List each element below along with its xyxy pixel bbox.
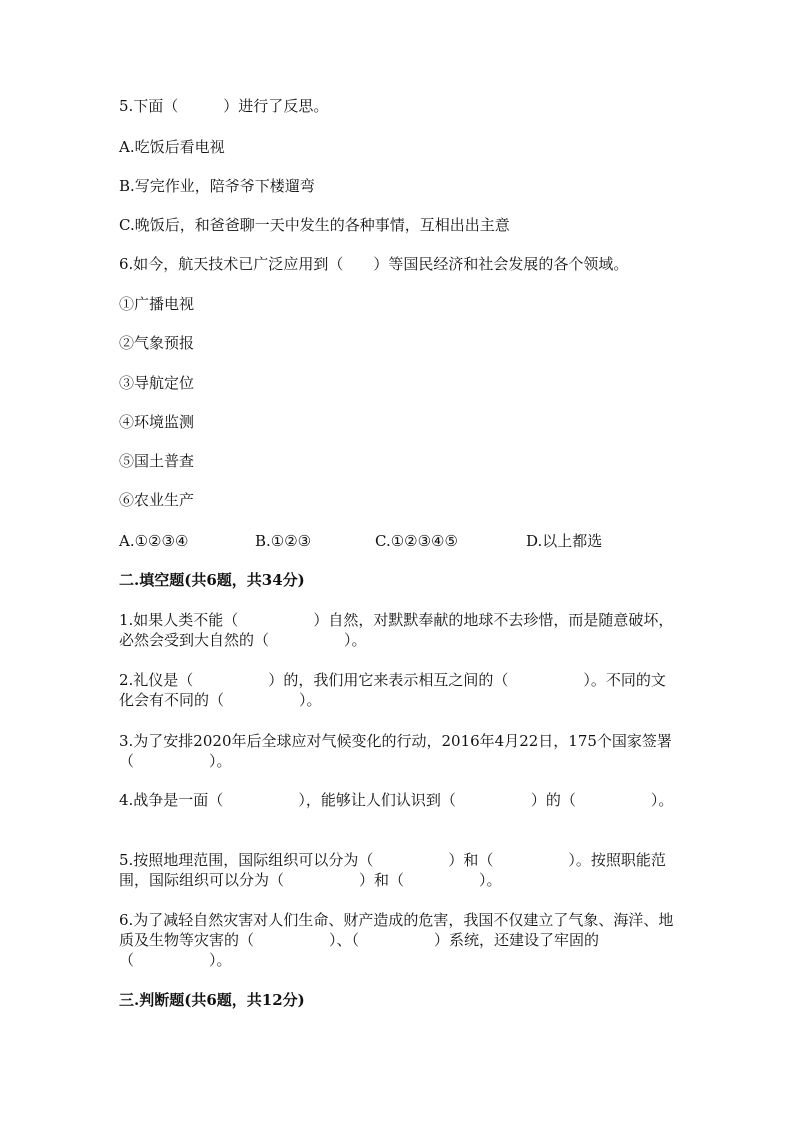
fill-question-4: 4.战争是一面（ ），能够让人们认识到（ ）的（ ）。 [119, 791, 674, 809]
fill-question-3: 3.为了安排2020年后全球应对气候变化的行动，2016年4月22日，175个国家签署（ ）。 [119, 732, 672, 770]
q6-stem: 6.如今，航天技术已广泛应用到（ ）等国民经济和社会发展的各个领域。 [119, 255, 629, 273]
q5-option-c: C.晚饭后，和爸爸聊一天中发生的各种事情，互相出出主意 [119, 216, 510, 234]
fill-question-5: 5.按照地理范围，国际组织可以分为（ ）和（ ）。按照职能范围，国际组织可以分为（ ）和（ ）。 [119, 851, 666, 889]
q6-choice-d: D.以上都选 [526, 532, 603, 550]
section3-heading: 三.判断题(共6题，共12分) [119, 991, 305, 1009]
q6-item-2: ②气象预报 [119, 334, 195, 352]
q6-item-4: ④环境监测 [119, 413, 195, 431]
q6-choices [119, 531, 679, 551]
q6-item-6: ⑥农业生产 [119, 491, 195, 509]
q6-item-1: ①广播电视 [119, 295, 195, 313]
q6-item-3: ③导航定位 [119, 374, 195, 392]
fill-question-2: 2.礼仪是（ ）的，我们用它来表示相互之间的（ ）。不同的文化会有不同的（ ）。 [119, 671, 666, 709]
q5-option-b: B.写完作业，陪爷爷下楼遛弯 [119, 177, 315, 195]
fill-question-1: 1.如果人类不能（ ）自然，对默默奉献的地球不去珍惜，而是随意破坏，必然会受到大自然的（ ）。 [119, 611, 674, 649]
section2-heading: 二.填空题(共6题，共34分) [119, 571, 305, 589]
q6-choice-c: C.①②③④⑤ [375, 532, 458, 550]
q5-stem: 5.下面（ ）进行了反思。 [119, 97, 329, 115]
q6-item-5: ⑤国土普查 [119, 452, 195, 470]
q6-choice-a: A.①②③④ [119, 532, 189, 550]
q6-choice-b: B.①②③ [255, 532, 312, 550]
q5-option-a: A.吃饭后看电视 [119, 138, 225, 156]
fill-question-6: 6.为了减轻自然灾害对人们生命、财产造成的危害，我国不仅建立了气象、海洋、地质及生物等灾害的（ ）、（ ）系统，还建设了牢固的（ ）。 [119, 911, 674, 969]
